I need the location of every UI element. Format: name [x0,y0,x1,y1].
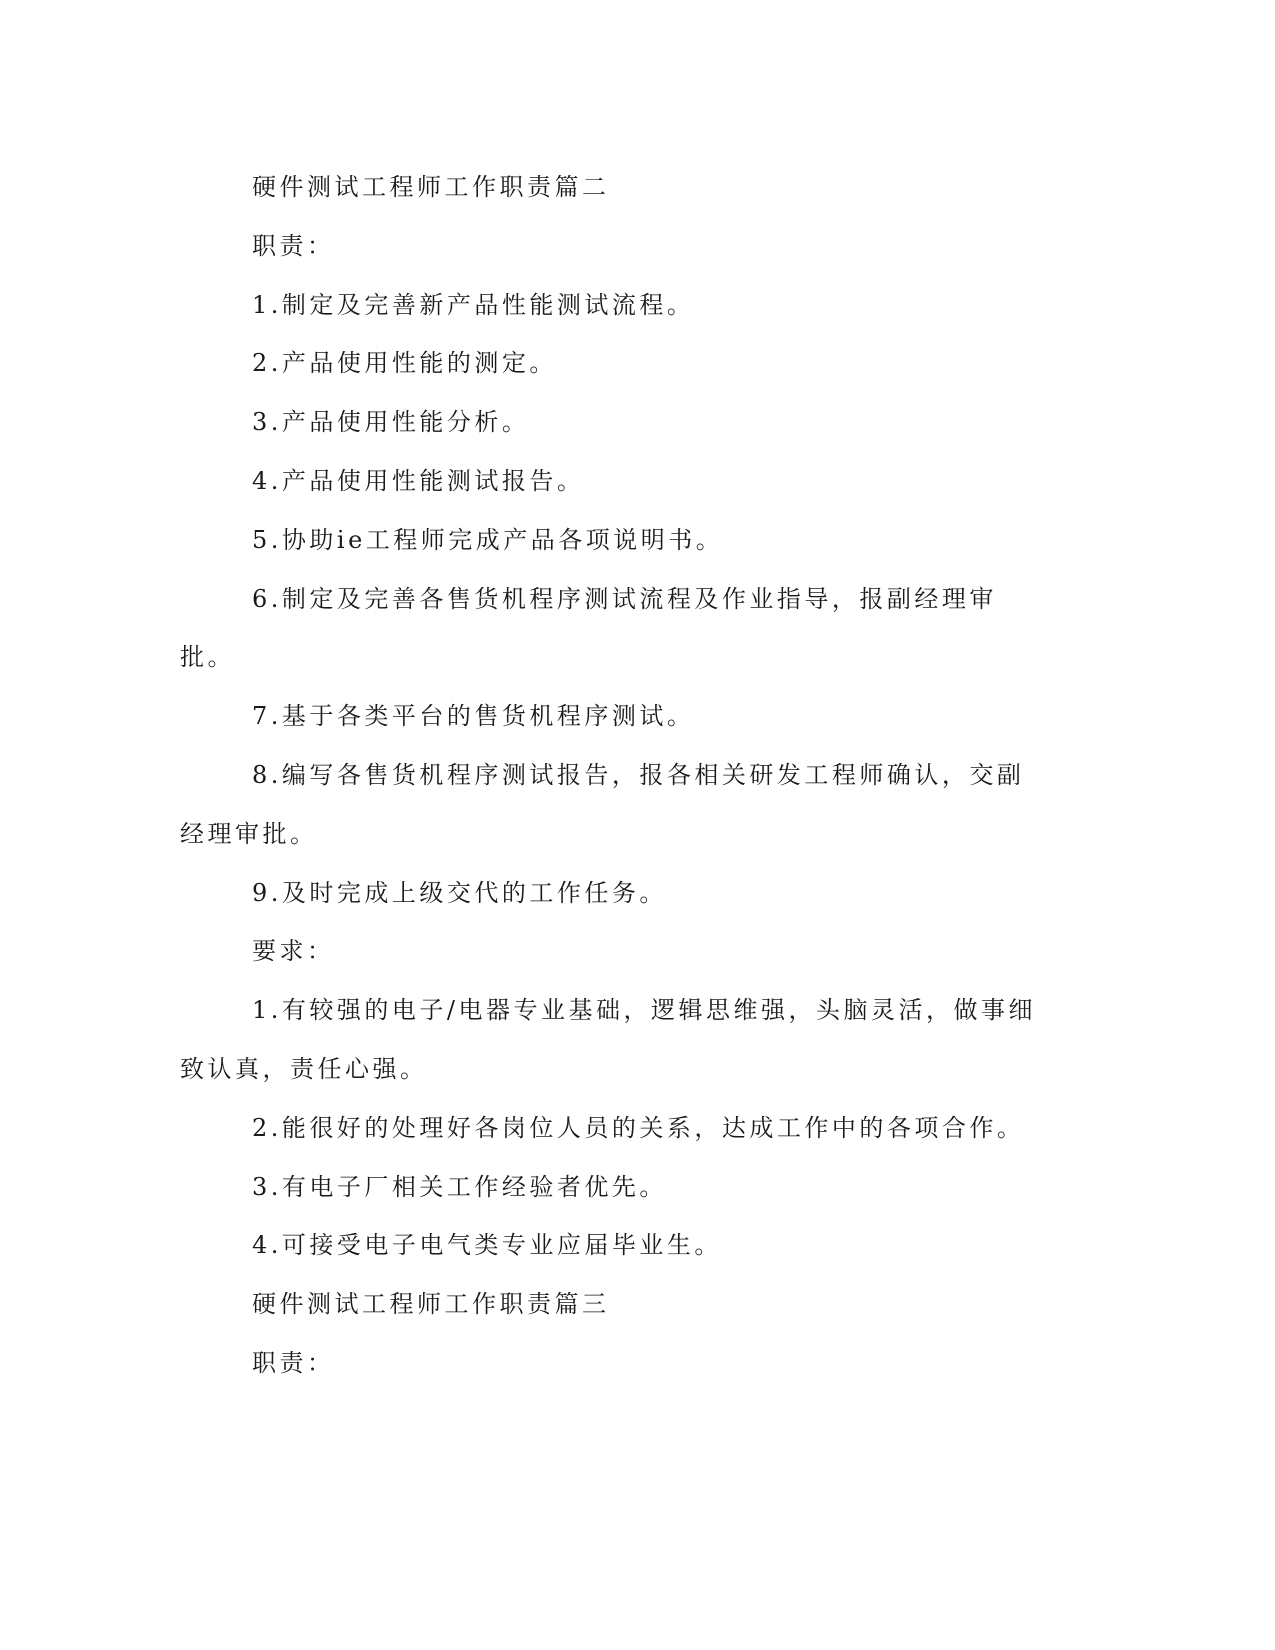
list-item: 2.能很好的处理好各岗位人员的关系，达成工作中的各项合作。 [252,1113,1025,1142]
section-heading: 硬件测试工程师工作职责篇二 [252,173,610,201]
list-item: 7.基于各类平台的售货机程序测试。 [252,702,695,731]
list-item: 3.有电子厂相关工作经验者优先。 [252,1172,667,1201]
list-item: 5.协助ie工程师完成产品各项说明书。 [252,525,724,554]
subheading-requirements: 要求： [252,937,335,966]
subheading-duties: 职责： [252,1348,335,1377]
list-item: 1.有较强的电子/电器专业基础，逻辑思维强，头脑灵活，做事细致认真，责任心强。 [180,996,1036,1083]
document-body [180,158,1040,1393]
list-item: 4.产品使用性能测试报告。 [252,466,585,495]
list-item: 2.产品使用性能的测定。 [252,349,557,378]
subheading-duties: 职责： [252,231,335,260]
list-item: 3.产品使用性能分析。 [252,408,530,437]
list-item: 8.编写各售货机程序测试报告，报各相关研发工程师确认，交副经理审批。 [180,760,1025,848]
list-item: 9.及时完成上级交代的工作任务。 [252,878,667,907]
list-item: 6.制定及完善各售货机程序测试流程及作业指导，报副经理审批。 [180,584,997,672]
list-item: 4.可接受电子电气类专业应届毕业生。 [252,1231,722,1260]
section-heading: 硬件测试工程师工作职责篇三 [252,1290,610,1319]
list-item: 1.制定及完善新产品性能测试流程。 [252,290,695,319]
